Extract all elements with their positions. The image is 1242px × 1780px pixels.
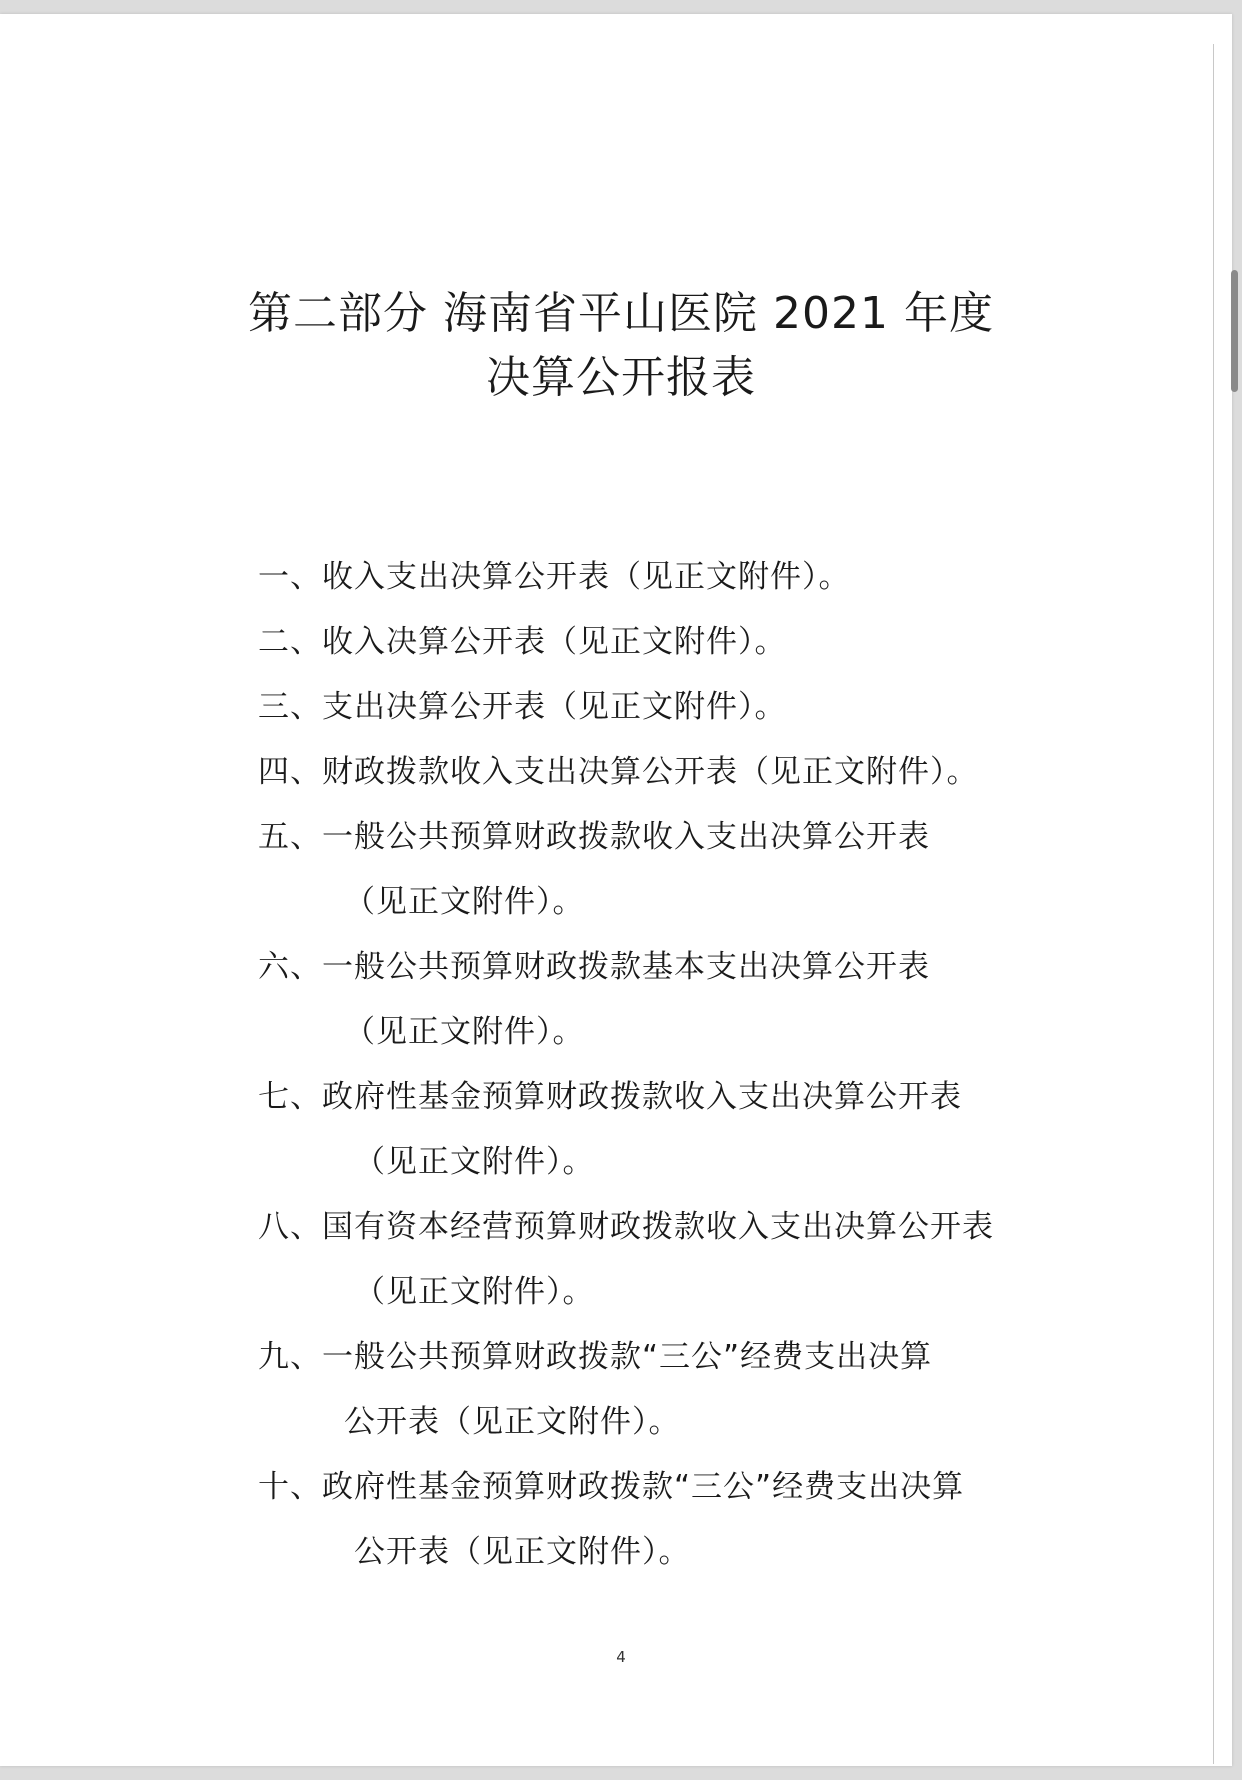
list-item <box>258 545 1058 610</box>
list-item-text: 九、一般公共预算财政拨款“三公”经费支出决算 <box>258 1339 933 1375</box>
title-line-2: 决算公开报表 <box>486 352 756 403</box>
list-item-text: 十、政府性基金预算财政拨款“三公”经费支出决算 <box>258 1469 965 1505</box>
list-item-text: 四、财政拨款收入支出决算公开表（见正文附件）。 <box>258 754 979 790</box>
list-item-text: 八、国有资本经营预算财政拨款收入支出决算公开表 <box>258 1209 994 1245</box>
list-item-text: 五、一般公共预算财政拨款收入支出决算公开表 <box>258 819 930 855</box>
report-list <box>258 545 1058 1585</box>
list-item-continuation: （见正文附件）。 <box>344 1014 585 1050</box>
list-item <box>258 1065 1058 1195</box>
list-item-text: 二、收入决算公开表（见正文附件）。 <box>258 624 787 660</box>
list-item-text: 六、一般公共预算财政拨款基本支出决算公开表 <box>258 949 930 985</box>
list-item-continuation: （见正文附件）。 <box>344 884 585 920</box>
list-item-text: 三、支出决算公开表（见正文附件）。 <box>258 689 787 725</box>
list-item <box>258 675 1058 740</box>
list-item-continuation: 公开表（见正文附件）。 <box>354 1534 691 1570</box>
list-item <box>258 1325 1058 1455</box>
list-item-text: 一、收入支出决算公开表（见正文附件）。 <box>258 559 851 595</box>
title-line-1: 第二部分 海南省平山医院 2021 年度 <box>248 288 994 339</box>
list-item <box>258 805 1058 935</box>
list-item-text: 七、政府性基金预算财政拨款收入支出决算公开表 <box>258 1079 962 1115</box>
page-number: 4 <box>616 1648 626 1666</box>
list-item <box>258 610 1058 675</box>
list-item <box>258 935 1058 1065</box>
list-item-continuation: 公开表（见正文附件）。 <box>344 1404 681 1440</box>
list-item-continuation: （见正文附件）。 <box>354 1144 595 1180</box>
list-item <box>258 1455 1058 1585</box>
list-item <box>258 1195 1058 1325</box>
list-item-continuation: （见正文附件）。 <box>354 1274 595 1310</box>
list-item <box>258 740 1058 805</box>
page-title <box>0 282 1242 410</box>
